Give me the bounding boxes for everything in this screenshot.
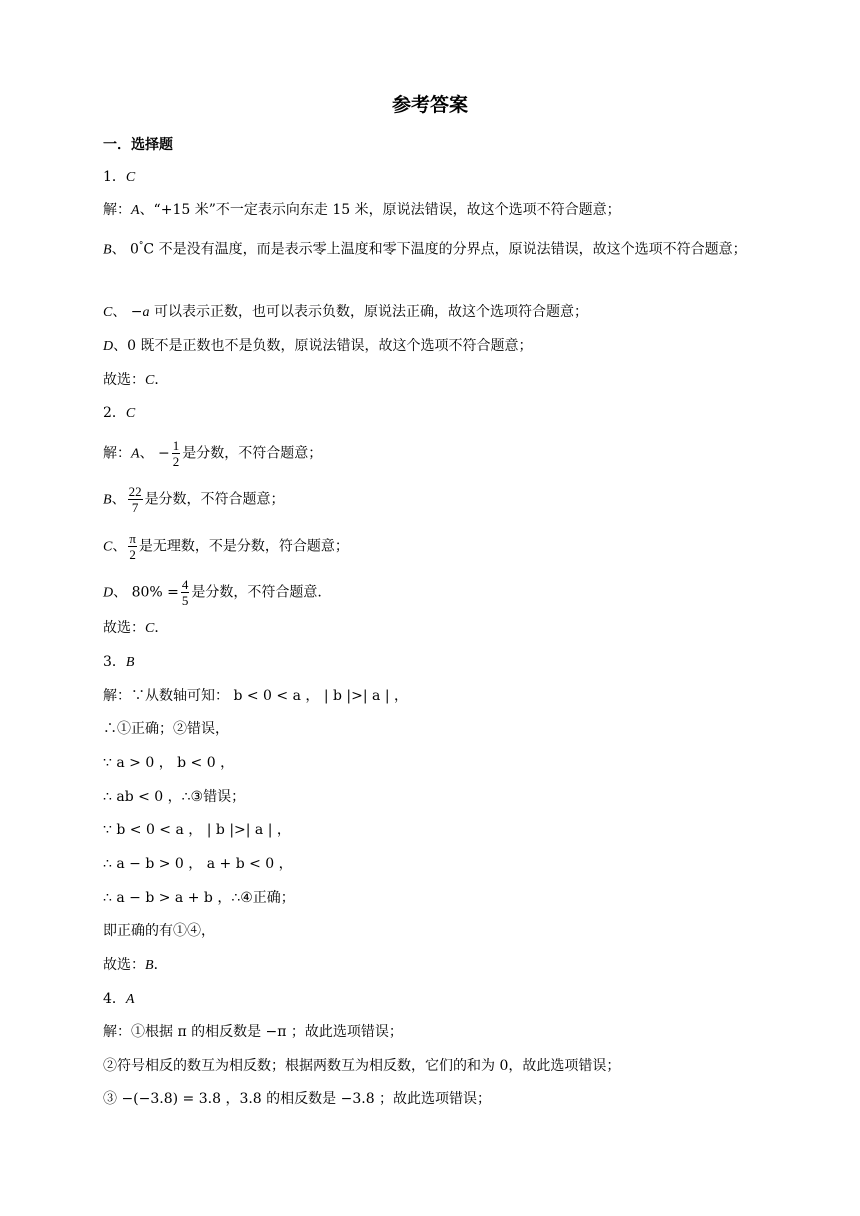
- q4-line: 解：①根据 π 的相反数是 −π ；故此选项错误；: [103, 1024, 403, 1040]
- q1-line-4-text: 、0 既不是正数也不是负数，原说法错误，故这个选项不符合题意；: [113, 338, 533, 354]
- q2-line-3-text: 是无理数，不是分数，符合题意；: [138, 538, 349, 555]
- q3-line: ∵ a > 0 ， b < 0 ，: [103, 755, 235, 771]
- q3-heading: [103, 652, 134, 673]
- option-letter: A: [131, 446, 140, 462]
- q1-line-2: [103, 230, 763, 267]
- q1-line-3-sep: 、 −: [112, 304, 143, 320]
- variable-a: a: [142, 305, 150, 320]
- solution-label: 解：: [103, 445, 131, 462]
- q1-choose: [103, 370, 168, 391]
- section-heading: 一．选择题: [103, 137, 173, 153]
- option-letter: A: [131, 203, 140, 218]
- q1-line-3-text: 可以表示正数，也可以表示负数，原说法正确，故这个选项符合题意；: [149, 304, 588, 320]
- choose-label: 故选：: [103, 620, 145, 636]
- numerator: 4: [181, 577, 189, 592]
- q2-number: 2．: [103, 405, 126, 421]
- q2-line-2: [103, 484, 285, 515]
- q1-number: 1．: [103, 169, 126, 185]
- q1-line-2-text: C 不是没有温度，而是表示零上温度和零下温度的分界点，原说法错误，故这个选项不符合题意；: [143, 241, 747, 258]
- option-letter: B: [103, 492, 112, 508]
- q2-heading: [103, 403, 135, 424]
- period: ．: [154, 620, 169, 636]
- numerator: 22: [128, 484, 142, 499]
- choose-label: 故选：: [103, 957, 145, 973]
- q4-answer: A: [125, 992, 135, 1007]
- q3-answer: B: [125, 655, 135, 670]
- chosen-answer: C: [145, 621, 155, 636]
- q2-line-1-text: 是分数，不符合题意；: [182, 445, 323, 462]
- separator: 、 80% =: [113, 584, 179, 601]
- q1-answer: C: [125, 170, 136, 185]
- q1-line-3: [103, 302, 588, 323]
- fraction: [128, 531, 137, 562]
- q4-number: 4．: [103, 991, 126, 1007]
- q2-line-1: [103, 438, 322, 469]
- choose-label: 故选：: [103, 372, 145, 388]
- q2-line-2-text: 是分数，不符合题意；: [144, 491, 285, 508]
- q2-line-4: [103, 577, 322, 608]
- separator: 、: [111, 491, 126, 508]
- q3-number: 3．: [103, 654, 126, 670]
- q4-heading: [103, 989, 134, 1010]
- chosen-answer: C: [145, 373, 155, 388]
- q1-line-4: [103, 336, 532, 357]
- q4-line: ③ −(−3.8) = 3.8 ，3.8 的相反数是 −3.8 ；故此选项错误；: [103, 1091, 492, 1107]
- q3-line: 即正确的有①④，: [103, 923, 215, 939]
- option-letter: B: [103, 242, 112, 258]
- separator: 、: [112, 538, 127, 555]
- option-letter: D: [103, 339, 114, 354]
- denominator: 7: [131, 500, 139, 515]
- q2-line-3: [103, 531, 349, 562]
- q3-line: ∴ ab < 0 ，∴③错误；: [103, 789, 246, 805]
- degree-symbol: °: [138, 241, 144, 251]
- q3-choose: [103, 955, 168, 976]
- solution-label: 解：: [103, 202, 131, 218]
- page-title: 参考答案: [391, 94, 468, 116]
- option-letter: C: [103, 539, 113, 555]
- chosen-answer: B: [145, 958, 154, 973]
- option-letter: C: [103, 305, 113, 320]
- q2-answer: C: [125, 406, 136, 421]
- q3-line: ∴ a − b > 0 ， a + b < 0 ，: [103, 856, 293, 872]
- numerator: 1: [172, 438, 180, 453]
- denominator: 2: [172, 454, 180, 469]
- numerator: π: [129, 531, 136, 546]
- q1-line-1: [103, 200, 621, 221]
- fraction: [181, 577, 190, 608]
- q2-line-4-text: 是分数，不符合题意.: [191, 584, 322, 601]
- period: ．: [154, 372, 169, 388]
- q3-line: 解：∵从数轴可知： b < 0 < a ， | b |>| a | ，: [103, 688, 408, 704]
- fraction: [128, 484, 143, 515]
- separator: 、 −: [139, 445, 170, 462]
- denominator: 5: [181, 593, 189, 608]
- q1-line-2-prefix: 、 0: [111, 241, 139, 258]
- option-letter: D: [103, 585, 114, 601]
- q4-line: ②符号相反的数互为相反数；根据两数互为相反数，它们的和为 0，故此选项错误；: [103, 1058, 621, 1074]
- q1-line-1-text: 、“+15 米”不一定表示向东走 15 米，原说法错误，故这个选项不符合题意；: [139, 202, 621, 218]
- q3-line: ∴①正确；②错误，: [103, 721, 229, 737]
- q2-choose: [103, 618, 168, 639]
- q1-heading: [103, 167, 135, 188]
- q3-line: ∵ b < 0 < a ， | b |>| a | ，: [103, 822, 291, 838]
- denominator: 2: [129, 547, 136, 562]
- fraction: [172, 438, 181, 469]
- period: ．: [153, 957, 168, 973]
- q3-line: ∴ a − b > a + b ，∴④正确；: [103, 890, 295, 906]
